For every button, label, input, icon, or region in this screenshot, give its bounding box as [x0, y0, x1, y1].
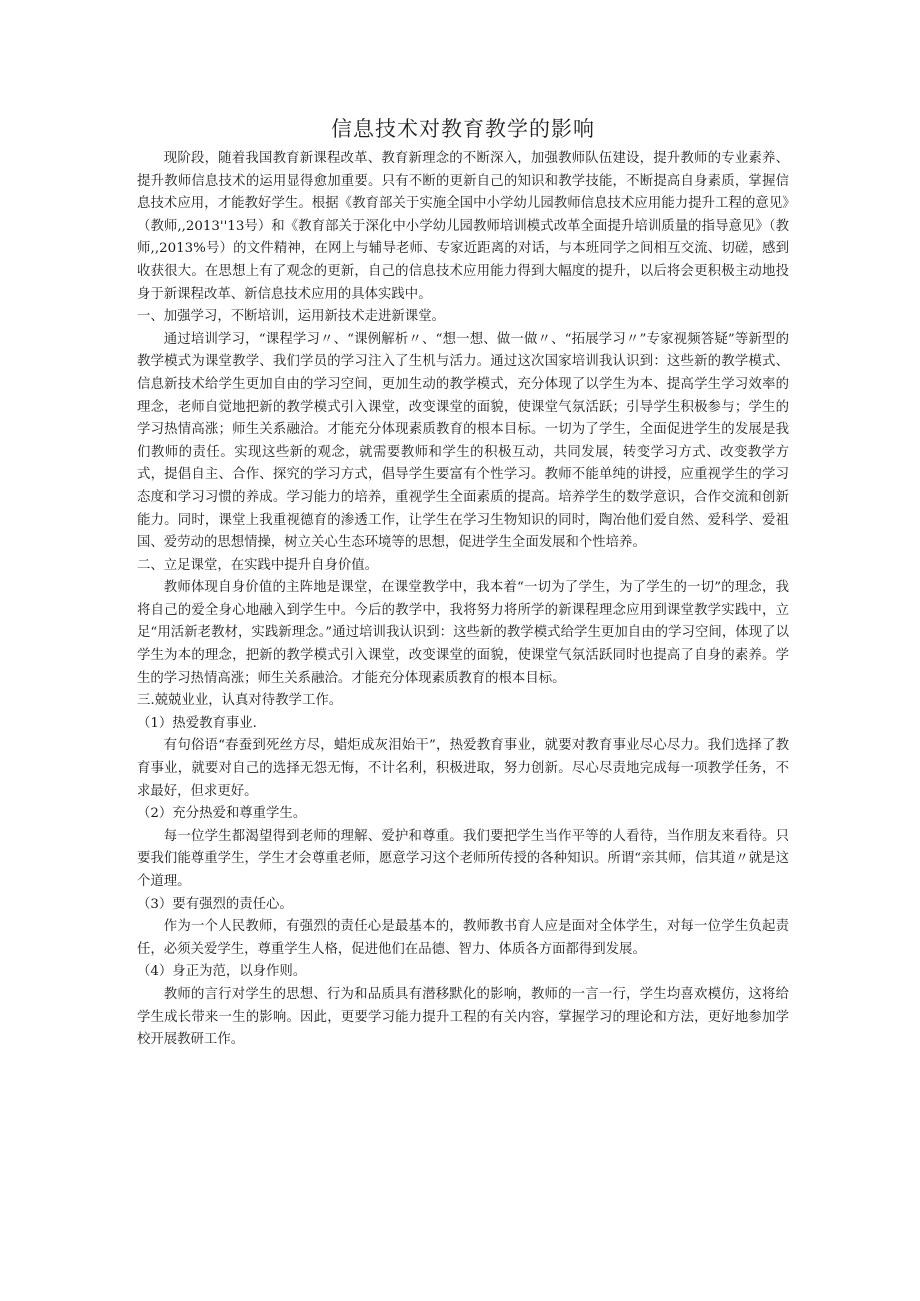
- document-title: 信息技术对教育教学的影响: [331, 117, 595, 141]
- subheading-4: （4）身正为范，以身作则。: [137, 964, 307, 980]
- section-heading-2: 二、立足课堂，在实践中提升自身价值。: [137, 557, 379, 573]
- subsection-2-paragraph: 每一位学生都渴望得到老师的理解、爱护和尊重。我们要把学生当作平等的人看待，当作朋友来看待。只要我们能尊重学生，学生才会尊重老师，愿意学习这个老师所传授的各种知识。所谓“亲其师，信其道〃就是这个道理。: [137, 828, 789, 889]
- subheading-3: （3）要有强烈的责任心。: [137, 896, 293, 912]
- subsection-4-paragraph: 教师的言行对学生的思想、行为和品质具有潜移默化的影响，教师的一言一行，学生均喜欢模仿，这将给学生成长带来一生的影响。因此，更要学习能力提升工程的有关内容，掌握学习的理论和方法，更好地参加学校开展教研工作。: [137, 986, 789, 1048]
- document-body: [137, 148, 789, 1052]
- subsection-3-paragraph: 作为一个人民教师，有强烈的责任心是最基本的，教师教书育人应是面对全体学生，对每一位学生负起责任，必须关爱学生，尊重学生人格，促进他们在品德、智力、体质各方面都得到发展。: [137, 919, 789, 957]
- document-page: [137, 112, 789, 1052]
- section-1-paragraph: 通过培训学习，“课程学习〃、“课例解析〃、“想一想、做一做〃、“拓展学习〃”专家视频答疑”等新型的教学模式为课堂教学、我们学员的学习注入了生机与活力。通过这次国家培训我认识到：这些新的教学模式、信息新技术给学生更加自由的学习空间，更加生动的教学模式，充分体现了以学生为本、提高学生学习效率的理念，老师自觉地把新的教学模式引入课堂，改变课堂的面貌，使课堂气氛活跃；引导学生积极参与；学生的学习热情高涨；师生关系融洽。才能充分体现素质教育的根本目标。一切为了学生，全面促进学生的发展是我们教师的责任。实现这些新的观念，就需要教师和学生的积极互动，共同发展，转变学习方式、改变教学方式，提倡自主、合作、探究的学习方式，倡导学生要富有个性学习。教师不能单纯的讲授，应重视学生的学习态度和学习习惯的养成。学习能力的培养，重视学生全面素质的提高。培养学生的数学意识，合作交流和创新能力。同时，课堂上我重视德育的渗透工作，让学生在学习生物知识的同时，陶冶他们爱自然、爱科学、爱祖国、爱劳动的思想情操，树立关心生态环境等的思想，促进学生全面发展和个性培养。: [137, 331, 789, 551]
- intro-paragraph: 现阶段，随着我国教育新课程改革、教育新理念的不断深入，加强教师队伍建设，提升教师的专业素养、提升教师信息技术的运用显得愈加重要。只有不断的更新自己的知识和教学技能，不断提高自身素质，掌握信息技术应用，才能教好学生。根据《教育部关于实施全国中小学幼儿园教师信息技术应用能力提升工程的意见》（教师,,2013''13号）和《教育部关于深化中小学幼儿园教师培训模式改革全面提升培训质量的指导意见》（教师,,2013%号）的文件精神，在网上与辅导老师、专家近距离的对话，与本班同学之间相互交流、切磋，感到收获很大。在思想上有了观念的更新，自己的信息技术应用能力得到大幅度的提升，以后将会更积极主动地投身于新课程改革、新信息技术应用的具体实践中。: [137, 151, 789, 302]
- section-heading-3: 三.兢兢业业，认真对待教学工作。: [137, 693, 343, 709]
- subsection-1-paragraph: 有句俗语“春蚕到死丝方尽，蜡炬成灰泪始干”，热爱教育事业，就要对教育事业尽心尽力。我们选择了教育事业，就要对自己的选择无怨无悔，不计名利，积极进取，努力创新。尽心尽责地完成每一项教学任务，不求最好，但求更好。: [137, 738, 789, 799]
- subheading-1: （1）热爱教育事业.: [137, 715, 257, 731]
- section-2-paragraph: 教师体现自身价值的主阵地是课堂，在课堂教学中，我本着“一切为了学生，为了学生的一切”的理念，我将自己的爱全身心地融入到学生中。今后的教学中，我将努力将所学的新课程理念应用到课堂教学实践中，立足“用活新老教材，实践新理念。”通过培训我认识到：这些新的教学模式给学生更加自由的学习空间，体现了以学生为本的理念，把新的教学模式引入课堂，改变课堂的面貌，使课堂气氛活跃同时也提高了自身的素养。学生的学习热情高涨；师生关系融洽。才能充分体现素质教育的根本目标。: [137, 580, 789, 686]
- subheading-2: （2）充分热爱和尊重学生。: [137, 806, 307, 822]
- section-heading-1: 一、加强学习，不断培训，运用新技术走进新课堂。: [137, 309, 445, 325]
